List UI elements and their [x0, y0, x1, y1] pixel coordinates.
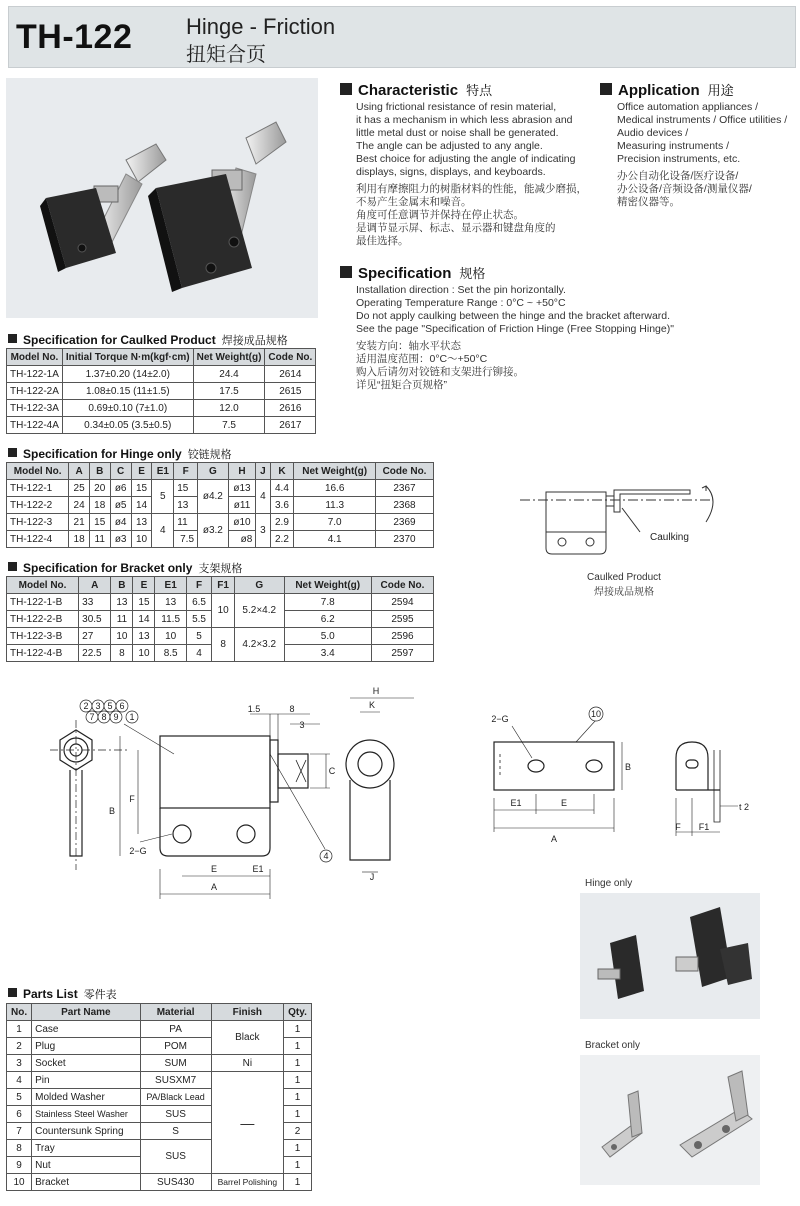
table-cell: 2368: [376, 497, 434, 514]
col-header: No.: [7, 1004, 32, 1021]
section-marker: [600, 83, 612, 95]
table-cell: Black: [211, 1021, 283, 1055]
col-header: B: [89, 463, 110, 480]
table-cell: TH-122-3A: [7, 400, 63, 417]
col-header: F: [174, 463, 198, 480]
table-cell: TH-122-3: [7, 514, 69, 531]
table-cell: 4: [7, 1072, 32, 1089]
bracket-only-illustration: [580, 1055, 760, 1185]
table-cell: 2616: [265, 400, 316, 417]
section-marker: [8, 988, 17, 997]
bubble-label: 9: [113, 712, 119, 722]
dim-label: H: [372, 686, 380, 696]
table-cell: 4.4: [270, 480, 294, 497]
table-cell: 14: [133, 611, 155, 628]
text-line: Using frictional resistance of resin material,: [356, 101, 557, 113]
table-cell: Barrel Polishing: [211, 1174, 283, 1191]
product-title: Hinge - Friction: [186, 14, 336, 39]
text-line-cn: 利用有摩擦阻力的树脂材料的性能，能减少磨损，: [356, 183, 587, 195]
caulked-product-caption: [584, 572, 664, 598]
table-cell: 1: [284, 1072, 312, 1089]
table-cell: Plug: [32, 1038, 140, 1055]
table-cell: ø11: [228, 497, 256, 514]
table-cell: 21: [69, 514, 90, 531]
table-cell: 2614: [265, 366, 316, 383]
table-cell: 13: [155, 594, 186, 611]
bracket-table: [6, 576, 434, 662]
table-cell: TH-122-2: [7, 497, 69, 514]
table-cell: 2.2: [270, 531, 294, 548]
col-header: E1: [152, 463, 174, 480]
table-cell: TH-122-3-B: [7, 628, 79, 645]
table-cell: 5: [186, 628, 211, 645]
hinge-only-photo: [580, 893, 760, 1019]
table-cell: Tray: [32, 1140, 140, 1157]
table-cell: 10: [155, 628, 186, 645]
text-line: displays, signs, displays, and keyboards.: [356, 166, 546, 178]
table-cell: TH-122-1-B: [7, 594, 79, 611]
table-cell: 11.3: [294, 497, 376, 514]
table-cell: Pin: [32, 1072, 140, 1089]
table-cell: ø10: [228, 514, 256, 531]
dim-label: 8: [289, 704, 295, 714]
product-title-cn: 扭矩合页: [186, 44, 266, 66]
hinge-product-illustration: [6, 78, 318, 318]
table-cell: 1: [284, 1174, 312, 1191]
text-line-cn: 角度可任意调节并保持在停止状态。: [356, 209, 524, 221]
table-row: [7, 417, 316, 434]
table-cell: PA: [140, 1021, 211, 1038]
text-line: Installation direction : Set the pin horizontally.: [356, 284, 566, 296]
bracket-title: Specification for Bracket only: [23, 561, 193, 575]
specification-text: [356, 284, 674, 392]
dim-label: E: [560, 798, 568, 808]
table-header-row: [7, 463, 434, 480]
table-cell: 7.5: [193, 417, 265, 434]
table-cell: 4: [186, 645, 211, 662]
dim-label: E: [210, 864, 218, 874]
col-header: Code No.: [265, 349, 316, 366]
col-header: Code No.: [371, 577, 433, 594]
table-cell: 4.2×3.2: [235, 628, 285, 662]
bubble-label: 2: [83, 701, 89, 711]
table-cell: 1.37±0.20 (14±2.0): [62, 366, 193, 383]
section-marker: [8, 448, 17, 457]
table-cell: 1.08±0.15 (11±1.5): [62, 383, 193, 400]
text-line-cn: 购入后请勿对铰链和支架进行铆接。: [356, 366, 524, 378]
dim-label: C: [328, 766, 336, 776]
dim-label: 2−G: [491, 714, 509, 724]
dim-label: 1.5: [247, 704, 261, 714]
dim-label: J: [369, 872, 375, 882]
text-line: little metal dust or noise shall be generated.: [356, 127, 559, 139]
model-number: TH-122: [16, 18, 133, 56]
col-header: H: [228, 463, 256, 480]
table-cell: 24: [69, 497, 90, 514]
table-cell: 5.5: [186, 611, 211, 628]
col-header: Qty.: [284, 1004, 312, 1021]
hinge-technical-drawing: [20, 684, 440, 906]
table-cell: —: [211, 1072, 283, 1174]
text-line: See the page "Specification of Friction Hinge (Free Stopping Hinge)": [356, 323, 674, 335]
dim-label: A: [550, 834, 558, 844]
table-cell: 4: [256, 480, 270, 514]
table-cell: 2615: [265, 383, 316, 400]
table-cell: ø4: [110, 514, 131, 531]
table-row: [7, 480, 434, 497]
bubble-label: 10: [590, 709, 602, 719]
col-header: Net Weight(g): [294, 463, 376, 480]
table-row: [7, 383, 316, 400]
table-cell: SUM: [140, 1055, 211, 1072]
hinge-only-caption: Hinge only: [585, 878, 633, 889]
specification-title: Specification: [358, 265, 452, 282]
table-header-row: [7, 349, 316, 366]
table-cell: TH-122-4A: [7, 417, 63, 434]
table-cell: Nut: [32, 1157, 140, 1174]
bubble-label: 7: [89, 712, 95, 722]
table-cell: 4.1: [294, 531, 376, 548]
table-cell: 9: [7, 1157, 32, 1174]
dim-label: F: [675, 822, 681, 832]
table-cell: 10: [133, 645, 155, 662]
table-cell: 1: [7, 1021, 32, 1038]
dim-label: 2−G: [129, 846, 147, 856]
table-row: [7, 1072, 312, 1089]
application-text: [617, 101, 787, 209]
col-header: E1: [155, 577, 186, 594]
table-cell: 2595: [371, 611, 433, 628]
col-header: F: [186, 577, 211, 594]
table-cell: 11: [111, 611, 133, 628]
table-cell: 2617: [265, 417, 316, 434]
table-cell: 2370: [376, 531, 434, 548]
table-cell: 13: [131, 514, 152, 531]
table-cell: 1: [284, 1038, 312, 1055]
text-line-cn: 办公设备/音频设备/测量仪器/: [617, 183, 752, 195]
application-title-cn: 用途: [707, 83, 734, 98]
dim-label: t 2: [738, 802, 750, 812]
table-cell: 30.5: [79, 611, 111, 628]
table-cell: 10: [212, 594, 235, 628]
caulking-label: Caulking: [650, 532, 689, 543]
table-cell: 24.4: [193, 366, 265, 383]
bubble-label: 1: [129, 712, 135, 722]
dim-label: F: [129, 794, 135, 804]
col-header: Model No.: [7, 577, 79, 594]
table-cell: TH-122-2A: [7, 383, 63, 400]
characteristic-title-cn: 特点: [466, 83, 493, 98]
table-cell: 1: [284, 1055, 312, 1072]
table-cell: POM: [140, 1038, 211, 1055]
text-line: Office automation appliances /: [617, 101, 759, 113]
table-cell: 3.4: [284, 645, 371, 662]
table-cell: Socket: [32, 1055, 140, 1072]
col-header: G: [235, 577, 285, 594]
table-row: [7, 1021, 312, 1038]
table-cell: 10: [7, 1174, 32, 1191]
text-line: Best choice for adjusting the angle of indicating: [356, 153, 576, 165]
table-cell: SUS430: [140, 1174, 211, 1191]
specification-title-cn: 规格: [459, 266, 486, 281]
table-cell: 18: [89, 497, 110, 514]
table-cell: SUS: [140, 1140, 211, 1174]
table-cell: 5: [152, 480, 174, 514]
parts-table: [6, 1003, 312, 1191]
table-cell: 13: [111, 594, 133, 611]
text-line: Medical instruments / Office utilities /: [617, 114, 788, 126]
table-cell: ø3: [110, 531, 131, 548]
table-cell: Stainless Steel Washer: [32, 1106, 140, 1123]
table-cell: 18: [69, 531, 90, 548]
dim-label: 3: [299, 720, 305, 730]
dim-label: B: [108, 806, 116, 816]
text-line-cn: 最佳选择。: [356, 235, 409, 247]
table-cell: 27: [79, 628, 111, 645]
section-marker: [340, 83, 352, 95]
table-cell: 2369: [376, 514, 434, 531]
bubble-label: 8: [101, 712, 107, 722]
bubble-label: 6: [119, 701, 125, 711]
table-cell: 11.5: [155, 611, 186, 628]
dim-label: K: [368, 700, 376, 710]
caulked-table: [6, 348, 316, 434]
characteristic-heading: [340, 80, 492, 99]
col-header: Net Weight(g): [284, 577, 371, 594]
text-line-cn: 适用温度范围：0°C～+50°C: [356, 353, 488, 365]
characteristic-text: [356, 101, 587, 248]
bubble-label: 5: [107, 701, 113, 711]
table-cell: TH-122-1A: [7, 366, 63, 383]
text-line: Audio devices /: [617, 127, 689, 139]
hinge-heading: [8, 446, 232, 462]
table-header-row: [7, 577, 434, 594]
text-line: it has a mechanism in which less abrasion and: [356, 114, 573, 126]
table-cell: 1: [284, 1106, 312, 1123]
hinge-only-illustration: [580, 893, 760, 1019]
table-cell: 22.5: [79, 645, 111, 662]
table-cell: 7: [7, 1123, 32, 1140]
table-cell: 2.9: [270, 514, 294, 531]
caulked-title: Specification for Caulked Product: [23, 333, 216, 347]
table-cell: 7.8: [284, 594, 371, 611]
text-line: Precision instruments, etc.: [617, 153, 741, 165]
text-line: The angle can be adjusted to any angle.: [356, 140, 543, 152]
table-cell: TH-122-1: [7, 480, 69, 497]
table-cell: TH-122-2-B: [7, 611, 79, 628]
table-cell: 1: [284, 1157, 312, 1174]
table-cell: 12.0: [193, 400, 265, 417]
col-header: Model No.: [7, 349, 63, 366]
text-line: Operating Temperature Range : 0°C ~ +50°C: [356, 297, 566, 309]
col-header: Part Name: [32, 1004, 140, 1021]
table-cell: 0.69±0.10 (7±1.0): [62, 400, 193, 417]
text-line-cn: 精密仪器等。: [617, 196, 680, 208]
table-cell: Bracket: [32, 1174, 140, 1191]
table-cell: 15: [89, 514, 110, 531]
table-cell: ø13: [228, 480, 256, 497]
table-cell: 13: [174, 497, 198, 514]
caulked-heading: [8, 332, 288, 348]
table-cell: 2596: [371, 628, 433, 645]
table-cell: ø3.2: [198, 514, 229, 548]
table-cell: 1: [284, 1140, 312, 1157]
col-header: Initial Torque N·m(kgf·cm): [62, 349, 193, 366]
table-row: [7, 628, 434, 645]
table-cell: 10: [131, 531, 152, 548]
hinge-title-cn: 铰链规格: [187, 449, 232, 461]
table-cell: Case: [32, 1021, 140, 1038]
table-cell: 5.0: [284, 628, 371, 645]
characteristic-title: Characteristic: [358, 82, 459, 99]
table-cell: ø5: [110, 497, 131, 514]
table-cell: ø8: [228, 531, 256, 548]
table-cell: S: [140, 1123, 211, 1140]
bracket-only-caption: Bracket only: [585, 1040, 641, 1051]
table-cell: 8: [7, 1140, 32, 1157]
table-cell: 3.6: [270, 497, 294, 514]
dim-label: E1: [252, 864, 264, 874]
col-header: E: [131, 463, 152, 480]
caulked-title-cn: 焊接成品规格: [221, 335, 288, 347]
table-row: [7, 1055, 312, 1072]
table-cell: 11: [89, 531, 110, 548]
bubble-label: 3: [95, 701, 101, 711]
table-cell: 2: [7, 1038, 32, 1055]
table-cell: PA/Black Lead: [140, 1089, 211, 1106]
table-cell: 2597: [371, 645, 433, 662]
table-cell: 5: [7, 1089, 32, 1106]
parts-heading: [8, 986, 117, 1002]
table-cell: 3: [256, 514, 270, 548]
table-cell: 8: [212, 628, 235, 662]
hinge-title: Specification for Hinge only: [23, 447, 182, 461]
table-cell: 16.6: [294, 480, 376, 497]
bracket-heading: [8, 560, 242, 576]
table-header-row: [7, 1004, 312, 1021]
table-cell: 15: [133, 594, 155, 611]
text-line: Measuring instruments /: [617, 140, 730, 152]
table-cell: TH-122-4-B: [7, 645, 79, 662]
col-header: F1: [212, 577, 235, 594]
text-line-cn: 不易产生金属末和噪音。: [356, 196, 472, 208]
bracket-title-cn: 支架规格: [198, 563, 243, 575]
table-cell: 7.0: [294, 514, 376, 531]
table-cell: ø6: [110, 480, 131, 497]
col-header: Net Weight(g): [193, 349, 265, 366]
section-marker: [340, 266, 352, 278]
table-cell: 8.5: [155, 645, 186, 662]
table-cell: 4: [152, 514, 174, 548]
table-row: [7, 1174, 312, 1191]
dim-label: F1: [698, 822, 710, 832]
table-cell: 6: [7, 1106, 32, 1123]
table-row: [7, 514, 434, 531]
specification-heading: [340, 263, 485, 282]
table-cell: 15: [131, 480, 152, 497]
table-cell: 2: [284, 1123, 312, 1140]
table-row: [7, 400, 316, 417]
col-header: B: [111, 577, 133, 594]
col-header: Finish: [211, 1004, 283, 1021]
table-cell: SUSXM7: [140, 1072, 211, 1089]
caption-en: Caulked Product: [587, 572, 661, 583]
table-cell: Countersunk Spring: [32, 1123, 140, 1140]
table-cell: 6.5: [186, 594, 211, 611]
table-cell: 14: [131, 497, 152, 514]
application-heading: [600, 80, 734, 99]
table-cell: 3: [7, 1055, 32, 1072]
table-cell: SUS: [140, 1106, 211, 1123]
table-cell: 13: [133, 628, 155, 645]
dim-label: A: [210, 882, 218, 892]
table-cell: Ni: [211, 1055, 283, 1072]
table-cell: 5.2×4.2: [235, 594, 285, 628]
bubble-label: 4: [323, 851, 329, 861]
table-cell: 2594: [371, 594, 433, 611]
table-row: [7, 366, 316, 383]
table-cell: 8: [111, 645, 133, 662]
col-header: G: [198, 463, 229, 480]
table-cell: 33: [79, 594, 111, 611]
table-cell: 6.2: [284, 611, 371, 628]
bracket-technical-drawing: [476, 702, 776, 852]
table-cell: Molded Washer: [32, 1089, 140, 1106]
text-line-cn: 办公自动化设备/医疗设备/: [617, 170, 739, 182]
table-cell: TH-122-4: [7, 531, 69, 548]
table-cell: 10: [111, 628, 133, 645]
section-marker: [8, 562, 17, 571]
table-cell: ø4.2: [198, 480, 229, 514]
caption-cn: 焊接成品规格: [594, 587, 654, 598]
text-line: Do not apply caulking between the hinge and the bracket afterward.: [356, 310, 671, 322]
col-header: E: [133, 577, 155, 594]
application-title: Application: [618, 82, 700, 99]
col-header: C: [110, 463, 131, 480]
table-cell: 15: [174, 480, 198, 497]
col-header: Code No.: [376, 463, 434, 480]
col-header: Model No.: [7, 463, 69, 480]
col-header: K: [270, 463, 294, 480]
table-cell: 25: [69, 480, 90, 497]
table-cell: 20: [89, 480, 110, 497]
table-cell: 11: [174, 514, 198, 531]
section-marker: [8, 334, 17, 343]
text-line-cn: 安装方向：轴水平状态: [356, 340, 461, 352]
text-line-cn: 是调节显示屏、标志、显示器和键盘角度的: [356, 222, 556, 234]
table-cell: 7.5: [174, 531, 198, 548]
col-header: J: [256, 463, 270, 480]
table-cell: 1: [284, 1021, 312, 1038]
col-header: Material: [140, 1004, 211, 1021]
table-row: [7, 594, 434, 611]
table-cell: 17.5: [193, 383, 265, 400]
col-header: A: [69, 463, 90, 480]
col-header: A: [79, 577, 111, 594]
parts-title-cn: 零件表: [83, 989, 117, 1001]
product-photo: [6, 78, 318, 318]
dim-label: E1: [510, 798, 522, 808]
text-line-cn: 详见“扭矩合页规格”: [356, 379, 447, 391]
parts-title: Parts List: [23, 987, 78, 1001]
hinge-table: [6, 462, 434, 548]
table-cell: 0.34±0.05 (3.5±0.5): [62, 417, 193, 434]
table-cell: 1: [284, 1089, 312, 1106]
table-cell: 2367: [376, 480, 434, 497]
bracket-only-photo: [580, 1055, 760, 1185]
dim-label: B: [624, 762, 632, 772]
